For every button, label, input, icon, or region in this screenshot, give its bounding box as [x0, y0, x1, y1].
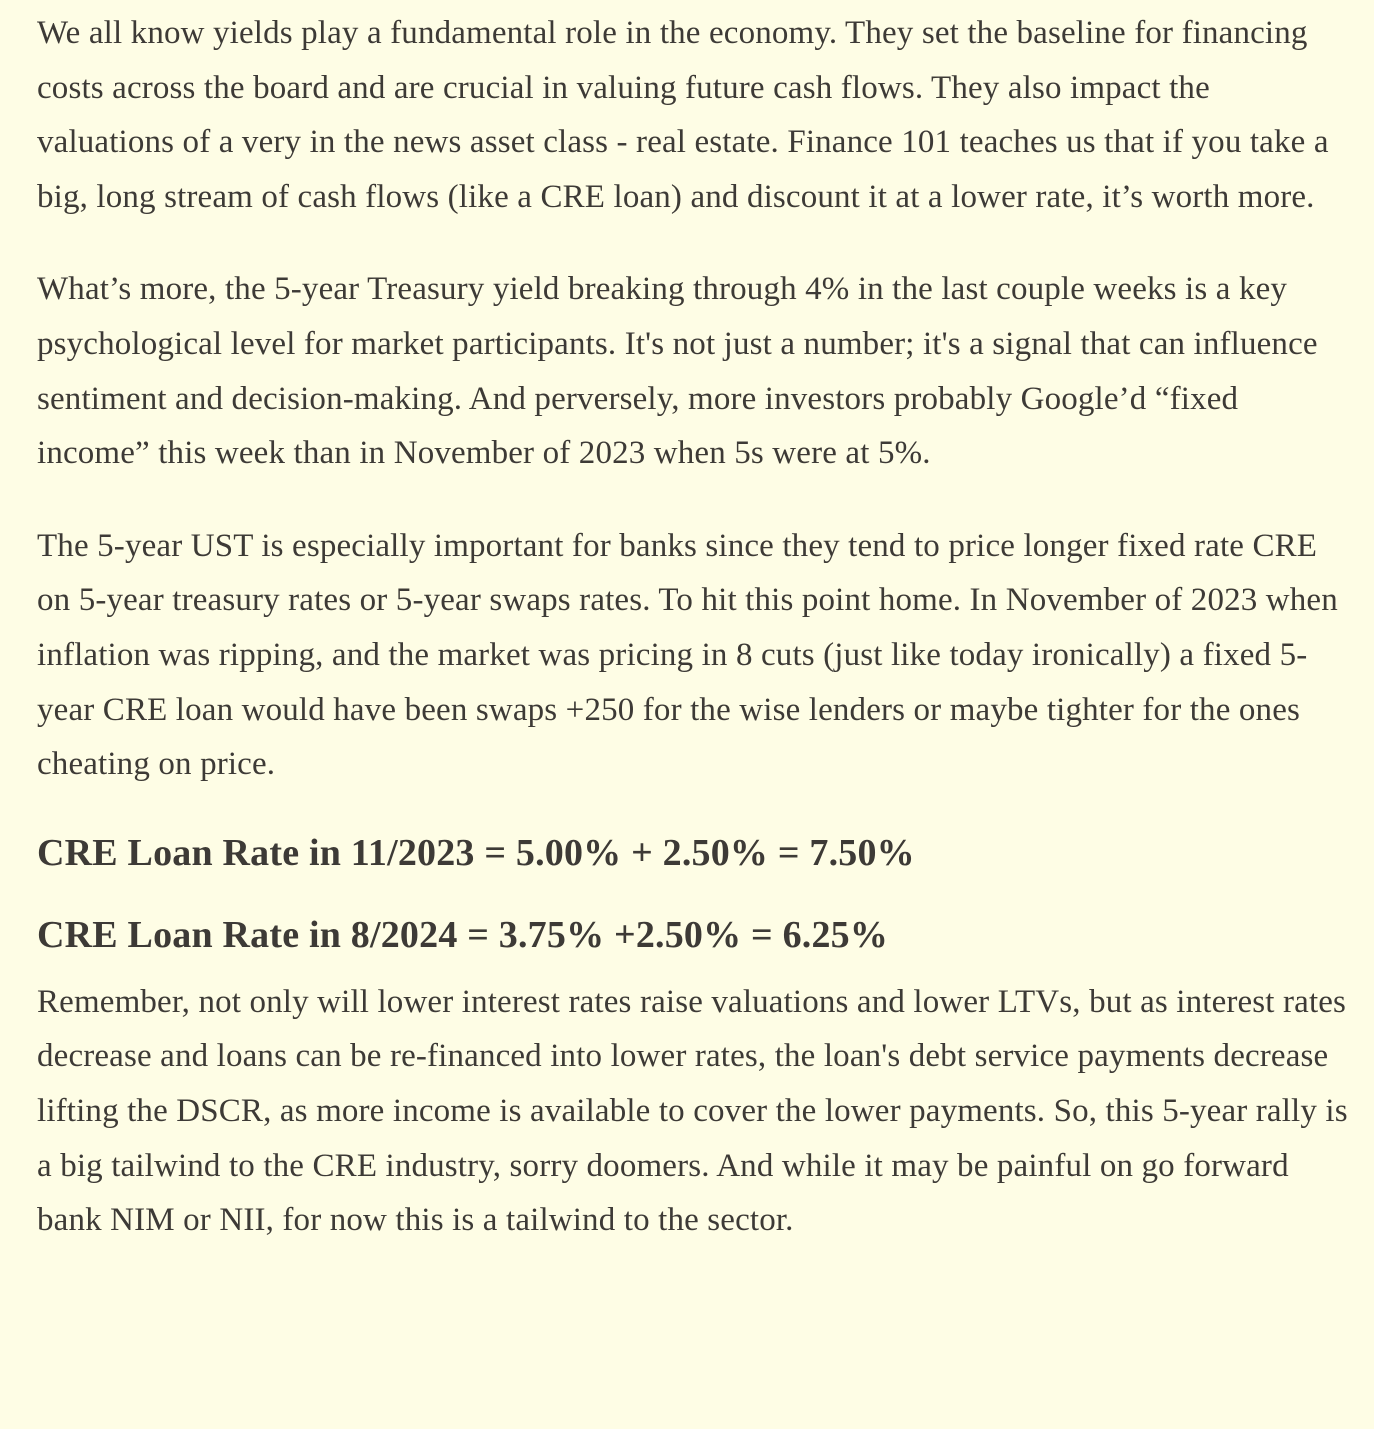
paragraph-treasury-yield: What’s more, the 5-year Treasury yield breaking through 4% in the last couple weeks is a key psychological level for market participants. It's not just a number; it's a signal that can influence sentiment and decision-making. And perversely, more investors probably Google’d “fixed income” this week than in November of 2023 when 5s were at 5%. [37, 271, 1318, 472]
paragraph-yields-intro: We all know yields play a fundamental role in the economy. They set the baseline for financing costs across the board and are crucial in valuing future cash flows. They also impact the valuations of a very in the news asset class - real estate. Finance 101 teaches us that if you take a big, long stream of cash flows (like a CRE loan) and discount it at a lower rate, it’s worth more. [37, 15, 1329, 215]
heading-cre-rate-2024: CRE Loan Rate in 8/2024 = 3.75% +2.50% = 6.25% [37, 913, 889, 956]
paragraph-ust-banks: The 5-year UST is especially important for banks since they tend to price longer fixed rate CRE on 5-year treasury rates or 5-year swaps rates. To hit this point home. In November of 2023 when inflation was ripping, and the market was pricing in 8 cuts (just like today ironically) a fixed 5-year CRE loan would have been swaps +250 for the wise lenders or maybe tighter for the ones cheating on price. [37, 527, 1338, 783]
paragraph-conclusion: Remember, not only will lower interest rates raise valuations and lower LTVs, but as interest rates decrease and loans can be re-financed into lower rates, the loan's debt service payments decrease lifting the DSCR, as more income is available to cover the lower payments. So, this 5-year rally is a big tailwind to the CRE industry, sorry doomers. And while it may be painful on go forward bank NIM or NII, for now this is a tailwind to the sector. [37, 983, 1348, 1239]
heading-cre-rate-2023: CRE Loan Rate in 11/2023 = 5.00% + 2.50% = 7.50% [37, 831, 915, 874]
